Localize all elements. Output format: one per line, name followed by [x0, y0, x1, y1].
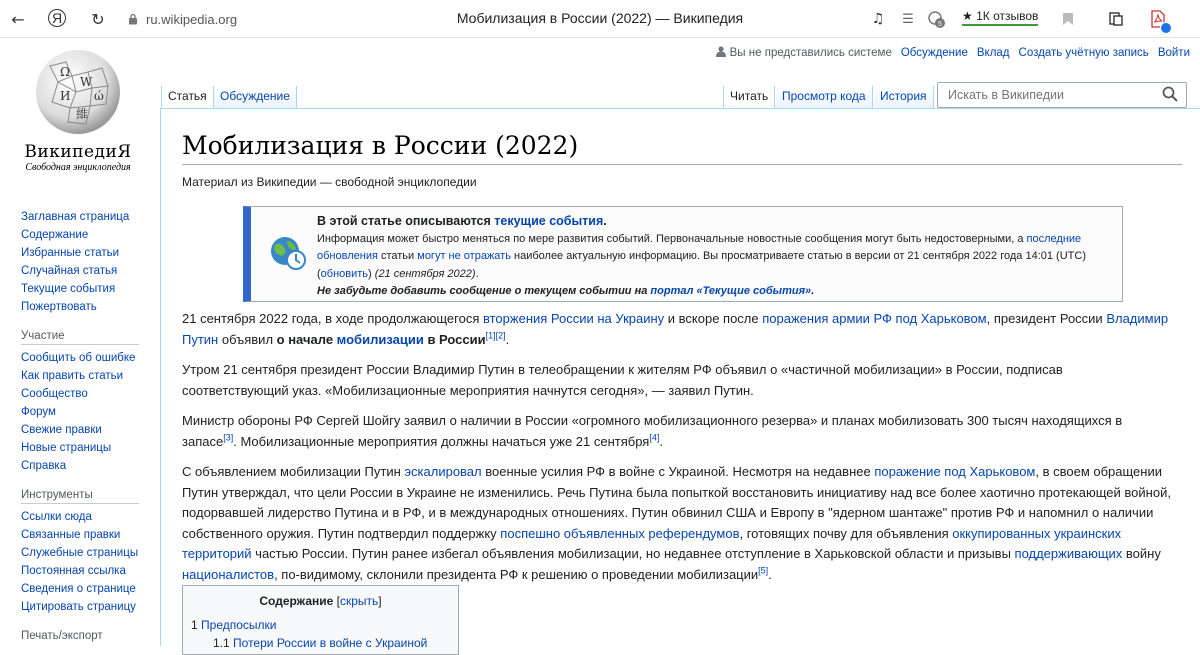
search-icon[interactable] [1162, 86, 1180, 104]
toc-toggle-link[interactable]: скрыть [339, 594, 379, 608]
notice-text [317, 213, 1117, 301]
bookmark-icon[interactable] [1058, 9, 1078, 29]
current-events-portal-link[interactable]: портал «Текущие события» [650, 285, 812, 297]
p4-text: С объявлением мобилизации Путин [182, 464, 405, 479]
page-title: Мобилизация в России (2022) [182, 131, 1182, 165]
reviews-badge[interactable]: ★ 1К отзывов [962, 9, 1038, 26]
reference-link[interactable]: [1][2] [485, 330, 506, 341]
logo-wordmark: ВикипедиЯ [24, 142, 132, 162]
p4-text: , в своем обращении Путин утверждал, что цели России в Украине не изменились. Речь Путина была попыткой восстановить инициативу над все более хаотично протекающей войной, подорвавшей лидерство Путина и в РФ, и в международных отношениях. Путин обвинил США и Европу в "ядерном шантаже" против РФ и напомнил о наличии собственного оружия. Путин подтвердил поддержку [182, 464, 1171, 541]
table-of-contents [182, 585, 459, 655]
toc-title: Содержание [скрыть] [259, 594, 382, 608]
reference-link[interactable]: [4] [649, 432, 660, 443]
p4-text: , готовящих почву для объявления [739, 525, 953, 541]
user-icon [716, 46, 726, 60]
recent-updates-link[interactable]: последние обновления [317, 232, 1082, 262]
reference-link[interactable]: [5] [758, 565, 769, 576]
toc-heading: Содержание [259, 594, 334, 608]
paragraph-4 [182, 462, 1172, 585]
p3-text: . [659, 433, 663, 449]
p1-bold: о начале [276, 331, 337, 347]
sidebar-item-special-pages[interactable]: Служебные страницы [21, 547, 139, 559]
search-box [937, 82, 1187, 108]
current-events-notice [243, 206, 1123, 302]
putin-link[interactable]: Владимир Путин [182, 311, 1169, 347]
notice-body: Информация может быстро меняться по мере развития событий. Первоначальные новостные сообщения могут быть недостоверными, а [317, 232, 1027, 245]
may-not-reflect-link[interactable]: могут не отражать [417, 250, 511, 262]
anon-notice: Вы не представились системе [729, 47, 892, 59]
toc-number: 1 [191, 618, 198, 632]
toc-link[interactable]: Потери России в войне с Украиной [233, 636, 428, 650]
wikipedia-globe-icon [30, 46, 126, 138]
tab-view-source[interactable]: Просмотр кода [776, 86, 873, 109]
p3-text: Министр обороны РФ Сергей Шойгу заявил о наличии в России «огромного мобилизационного резерва» и планах мобилизовать 300 тысяч находящихся в запасе [182, 413, 1123, 449]
back-arrow-icon[interactable]: ← [11, 9, 25, 29]
escalation-link[interactable]: эскалировал [404, 464, 482, 479]
sidebar-heading-print: Печать/экспорт [21, 630, 103, 642]
current-events-link[interactable]: текущие события [494, 214, 604, 228]
p4-text: , по-видимому, склонили президента РФ к решению о проведении мобилизации [274, 566, 759, 582]
notice-reminder-end: . [811, 285, 815, 297]
toc-number: 1.1 [213, 636, 230, 650]
browser-page-title: Мобилизация в России (2022) — Википедия [456, 10, 744, 26]
invasion-link[interactable]: вторжения России на Украину [483, 311, 665, 326]
logo-tagline: Свободная энциклопедия [25, 162, 131, 173]
nationalists-link[interactable]: националистов [182, 566, 275, 582]
sidebar-item-new-pages[interactable]: Новые страницы [21, 442, 112, 454]
sidebar-item-contents[interactable]: Содержание [21, 229, 89, 241]
sidebar-heading-tools: Инструменты [21, 489, 139, 504]
site-subtitle: Материал из Википедии — свободной энциклопедии [182, 175, 477, 189]
p3-text: . Мобилизационные мероприятия должны начаться уже 21 сентября [233, 433, 650, 449]
sidebar [21, 208, 156, 648]
sidebar-item-related-changes[interactable]: Связанные правки [21, 529, 121, 541]
sidebar-heading-participate: Участие [21, 330, 139, 345]
toc-link[interactable]: Предпосылки [201, 618, 277, 632]
tab-history[interactable]: История [874, 86, 934, 109]
notice-body-mid: статьи [377, 250, 418, 262]
p1-text: и вскоре после [664, 311, 763, 326]
sidebar-item-current-events[interactable]: Текущие события [21, 283, 116, 295]
supporters-link[interactable]: поддерживающих [1014, 546, 1123, 561]
p1-text: , президент России [986, 311, 1107, 326]
referendums-link[interactable]: поспешно объявленных референдумов [500, 525, 740, 541]
kharkiv-defeat-link[interactable]: поражения армии РФ под Харьковом [762, 311, 987, 326]
tab-talk[interactable]: Обсуждение [214, 86, 297, 109]
sidebar-item-community[interactable]: Сообщество [21, 388, 88, 400]
sidebar-item-featured[interactable]: Избранные статьи [21, 247, 120, 259]
svg-text:維: 維 [76, 107, 89, 121]
notice-body-version: наиболее актуальную информацию. Вы просматриваете статью в версии от 21 сентября 2022 года 14:01 (UTC) ( [317, 250, 1086, 280]
paragraph-1 [182, 309, 1172, 350]
p1-bold: в России [423, 331, 486, 347]
lock-icon [128, 13, 138, 25]
reader-mode-icon[interactable]: ☰ [902, 11, 914, 27]
shield-icon[interactable] [926, 9, 946, 29]
svg-text:Ω: Ω [60, 65, 70, 79]
wikipedia-logo[interactable] [18, 46, 138, 173]
login-link[interactable]: Войти [1157, 47, 1190, 59]
p4-text: военные усилия РФ в войне с Украиной. Несмотря на недавнее [481, 464, 875, 479]
paragraph-2: Утром 21 сентября президент России Владимир Путин в телеобращении к жителям РФ объявил о «частичной мобилизации» в России, подписав соответствующий указ. «Мобилизационные мероприятия начнутся сегодня», — заявил Путин. [182, 362, 1063, 398]
p1-text: 21 сентября 2022 года, в ходе продолжающегося [182, 311, 483, 326]
p4-text: . [768, 566, 772, 582]
check-badge-icon [1160, 22, 1172, 34]
svg-text:ώ: ώ [94, 89, 104, 103]
sidebar-item-recent-changes[interactable]: Свежие правки [21, 424, 102, 436]
sidebar-item-cite[interactable]: Цитировать страницу [21, 601, 136, 613]
p4-text: войну [1122, 546, 1161, 561]
notice-title-end: . [603, 214, 607, 228]
sidebar-item-random[interactable]: Случайная статья [21, 265, 118, 277]
toc-item[interactable] [191, 634, 450, 652]
user-contributions-link[interactable]: Вклад [976, 47, 1010, 59]
p4-text: частью России. Путин ранее избегал объявления мобилизации, но недавнее отступление в Харьковской области и призывы [251, 546, 1015, 561]
sidebar-item-forum[interactable]: Форум [21, 406, 56, 418]
headphones-icon[interactable]: ♫ [871, 11, 885, 27]
notice-body-close: ) [368, 267, 375, 280]
sidebar-item-permalink[interactable]: Постоянная ссылка [21, 565, 126, 577]
sidebar-item-page-info[interactable]: Сведения о странице [21, 583, 136, 595]
sidebar-item-whatlinkshere[interactable]: Ссылки сюда [21, 511, 92, 523]
reload-icon[interactable]: ↻ [91, 9, 105, 29]
paragraph-3 [182, 411, 1172, 452]
sidebar-item-main-page[interactable]: Заглавная страница [21, 211, 130, 223]
create-account-link[interactable]: Создать учётную запись [1018, 47, 1149, 59]
user-talk-link[interactable]: Обсуждение [900, 47, 968, 59]
reference-link[interactable]: [3] [223, 432, 234, 443]
kharkiv-link[interactable]: поражение под Харьковом [874, 464, 1036, 479]
refresh-link[interactable]: обновить [320, 267, 369, 280]
collections-icon[interactable] [1106, 9, 1126, 29]
url-text: ru.wikipedia.org [146, 11, 238, 27]
svg-text:W: W [80, 75, 93, 89]
search-input[interactable] [938, 83, 1148, 107]
personal-tools [716, 46, 1190, 60]
sidebar-item-help-edit[interactable]: Как править статьи [21, 370, 124, 382]
p1-text: объявил [218, 331, 277, 347]
mobilization-link[interactable]: мобилизации [336, 331, 424, 347]
notice-reminder: Не забудьте добавить сообщение о текущем событии на [317, 285, 651, 297]
svg-text:5: 5 [938, 21, 942, 28]
globe-clock-icon [269, 235, 307, 271]
notice-title: В этой статье описываются [317, 214, 495, 228]
tab-article[interactable]: Статья [161, 86, 214, 109]
sidebar-item-donate[interactable]: Пожертвовать [21, 301, 97, 313]
notice-body-dot: . [475, 267, 479, 280]
browser-toolbar [0, 0, 1200, 38]
svg-text:И: И [60, 89, 71, 103]
p1-text: . [505, 331, 510, 347]
address-bar[interactable] [128, 8, 237, 30]
occupied-territories-link[interactable]: оккупированных украинских территорий [182, 525, 1122, 561]
article-body [182, 309, 1172, 595]
article-content [160, 108, 1200, 650]
sidebar-item-help[interactable]: Справка [21, 460, 67, 472]
toc-item[interactable] [191, 616, 450, 634]
yandex-logo-icon[interactable]: Я [48, 9, 66, 27]
sidebar-item-report-error[interactable]: Сообщить об ошибке [21, 352, 136, 364]
tab-read[interactable]: Читать [723, 86, 775, 109]
notice-date: (21 сентября 2022) [374, 267, 476, 280]
